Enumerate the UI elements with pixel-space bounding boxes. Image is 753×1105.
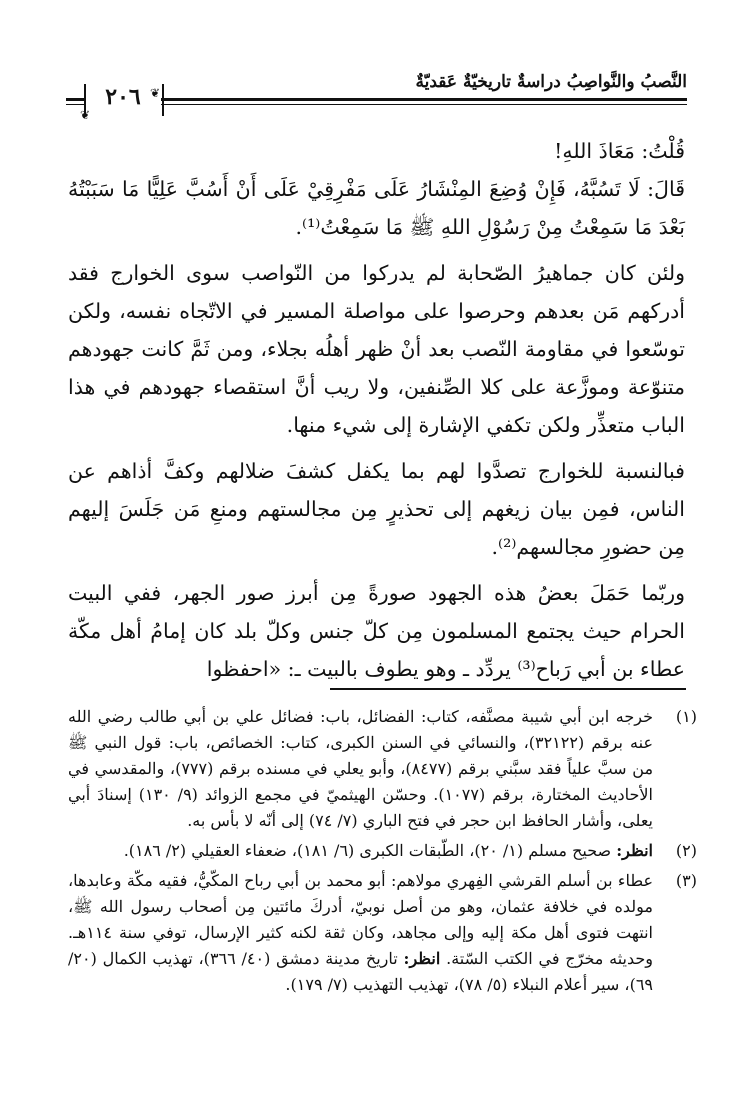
paragraph-khawarij: فبالنسبة للخوارج تصدَّوا لهم بما يكفل كشفَ ضلالهم وكفَّ أذاهم عن الناس، فمِن بيان زيغهم إلى تحذيرٍ مِن مجالستهم ومنعِ مَن جَلَسَ إليهم مِن حضورِ مجالسهم⁽²⁾. — [68, 459, 685, 559]
ornament-icon: ❦ — [80, 108, 91, 122]
footnote — [68, 838, 697, 864]
footnotes — [68, 700, 697, 998]
footnote-body: صحيح مسلم (١/ ٢٠)، الطّبقات الكبرى (٦/ ١٨١)، ضعفاء العقيلي (٢/ ١٨٦). — [123, 841, 612, 860]
footnote-body-refs: تاريخ مدينة دمشق (٤٠/ ٣٦٦)، تهذيب الكمال (٢٠/ ٦٩)، سير أعلام النبلاء (٥/ ٧٨)، تهذيب التهذيب (٧/ ١٧٩). — [68, 949, 653, 994]
paragraph-qala: قَالَ: لَا تَسُبَّهُ، فَإِنْ وُضِعَ المِنْشَارُ عَلَى مَفْرِقِيْ عَلَى أَنْ أَسُبَّ عَلِيًّا مَا سَبَبْتُهُ بَعْدَ مَا سَمِعْتُ مِنْ رَسُوْلِ اللهِ ﷺ مَا سَمِعْتُ⁽¹⁾. — [68, 177, 685, 239]
page-number: ٢٠٦ — [105, 84, 141, 110]
running-title: النَّصبُ والنَّواصِبُ دراسةٌ تاريخيّةٌ عَقديّةٌ — [415, 72, 687, 92]
footnote-number: (٢) — [675, 841, 697, 860]
header-rule-left-thick — [66, 98, 84, 101]
footnote — [68, 868, 697, 998]
header-rule-left-thin — [66, 104, 84, 105]
footnote-body: عطاء بن أسلم القرشي الفِهري مولاهم: أبو محمد بن أبي رباح المكّيُّ، فقيه مكّة وعابدها، مولده في خلافة عثمان، وهو من أصل نوبيّ، أدركَ مائتين مِن أصحاب رسول الله ﷺ، انتهت فتوى أهل مكة إليه وإلى مجاهد، وكان ثقة لكنه كثير الإرسال، توفي سنة ١١٤هـ. وحديثه مخرّج في الكتب السّتة. — [68, 871, 654, 968]
footnote-text — [68, 868, 653, 998]
footnote-separator — [330, 688, 686, 690]
footnote-label: انظر: — [403, 949, 441, 968]
footnote-label: انظر: — [616, 841, 653, 860]
running-header — [66, 66, 687, 126]
footnote-number: (١) — [675, 707, 697, 726]
footnote-number: (٣) — [675, 871, 697, 890]
footnote — [68, 704, 697, 834]
ornament-icon: ❦ — [150, 86, 161, 100]
paragraph-jahr: وربّما حَمَلَ بعضُ هذه الجهود صورةً مِن أبرز صور الجهر، ففي البيت الحرام حيث يجتمع المسلمون مِن كلّ جنس وكلّ بلد كان إمامُ أهل مكّة عطاء بن أبي رَباح⁽³⁾ يردِّد ـ وهو يطوف بالبيت ـ: «احفظوا — [68, 581, 685, 681]
footnote-text: خرجه ابن أبي شيبة مصنَّفه، كتاب: الفضائل، باب: فضائل علي بن أبي طالب رضي الله عنه برقم (٣٢١٢٢)، والنسائي في السنن الكبرى، كتاب: الخصائص، باب: قول النبي ﷺ من سبَّ علياً فقد سبَّني برقم (٨٤٧٧)، وأبو يعلي في مسنده برقم (٧٧٧)، والمقدسي في الأحاديث المختارة، برقم (١٠٧٧). وحسّن الهيثميّ في مجمع الزوائد (٩/ ١٣٠) إسنادَ أبي يعلى، وأشار الحافظ ابن حجر في فتح الباري (٧/ ٧٤) إلى أنّه لا بأس به. — [68, 707, 654, 830]
footnote-text — [68, 838, 653, 864]
header-rule-thin — [161, 104, 687, 105]
main-text — [68, 132, 685, 688]
paragraph-qultu: قُلْتُ: مَعَاذَ اللهِ! — [554, 139, 685, 163]
header-rule-thick — [161, 98, 687, 101]
paragraph-sahaba: ولئن كان جماهيرُ الصّحابة لم يدركوا من النّواصب سوى الخوارج فقد أدركهم مَن بعدهم وحرصوا على مواصلة المسير في الاتّجاه نفسه، ولكن توسّعوا في مقاومة النّصب بعد أنْ ظهر أهلُه بجلاء، ومن ثَمَّ كانت جهودهم متنوّعة وموزَّعة على كلا الصِّنفين، ولا ريب أنَّ استقصاء جهودهم في هذا الباب متعذِّر ولكن تكفي الإشارة إلى شيء منها. — [68, 261, 685, 437]
